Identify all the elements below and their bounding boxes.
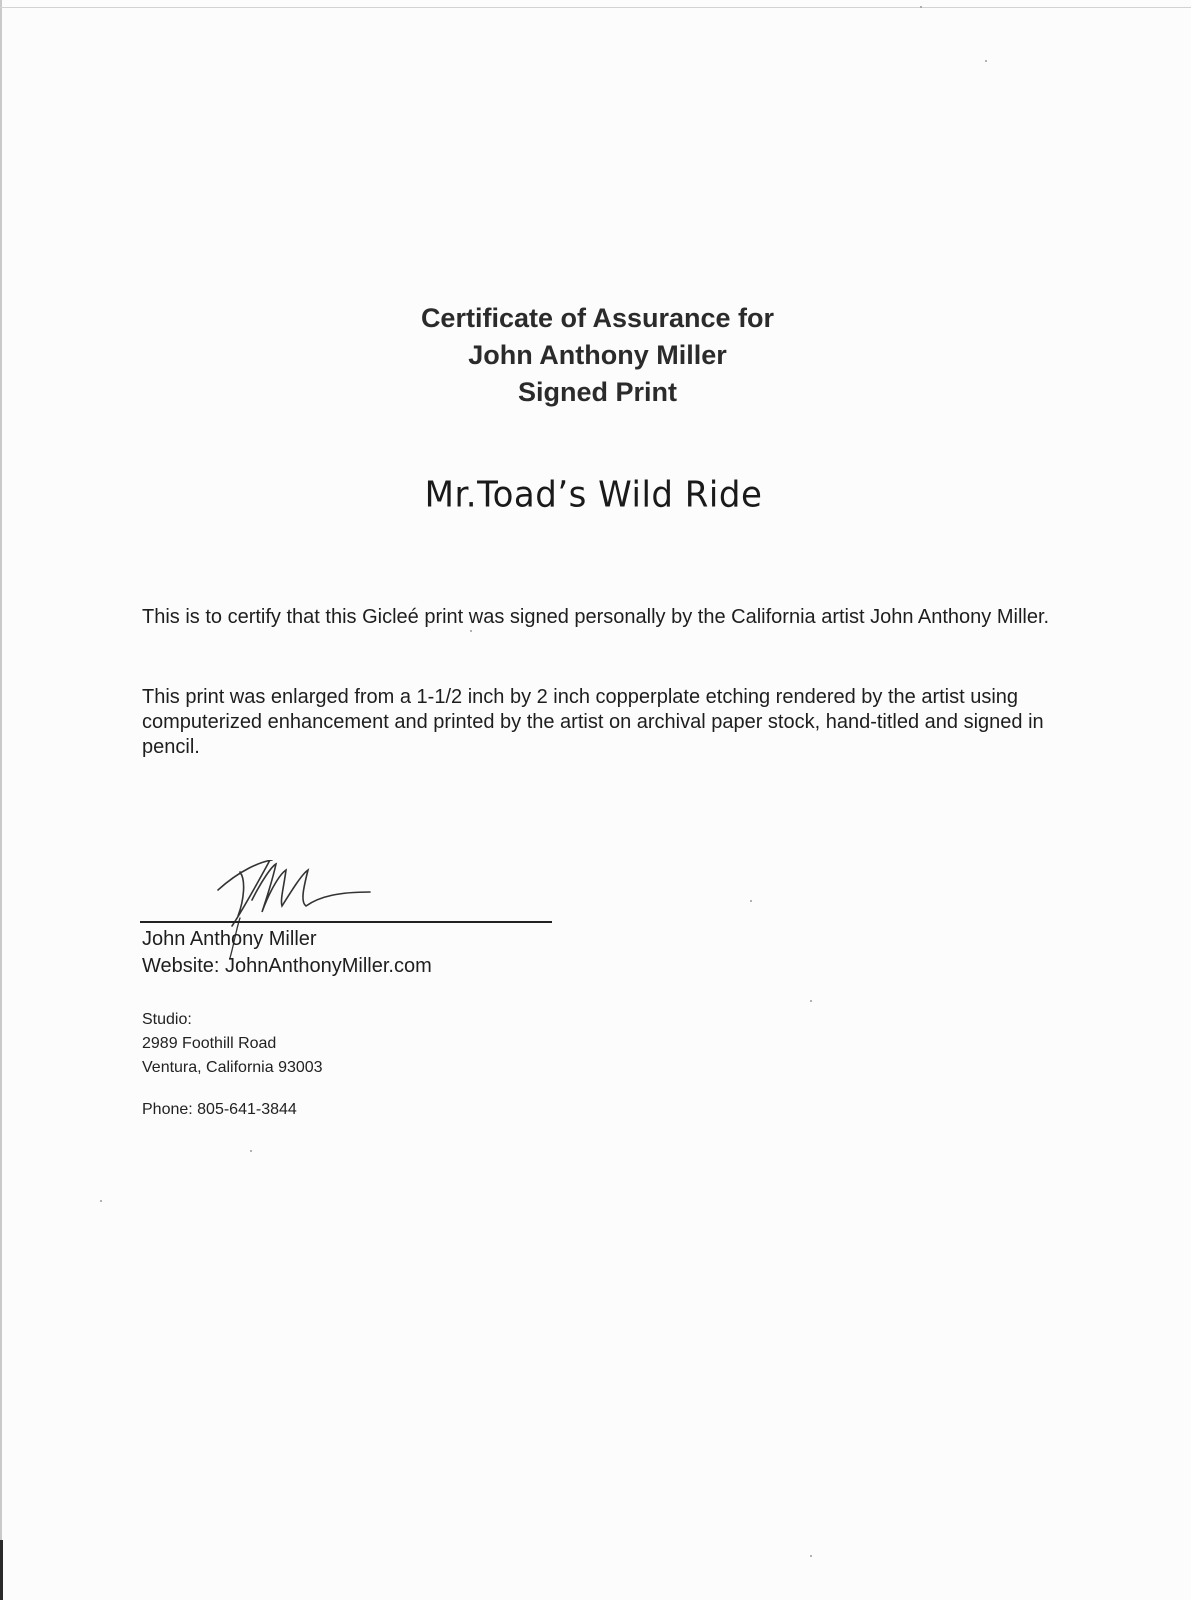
artwork-title: [0, 474, 1191, 516]
studio-street: 2989 Foothill Road: [142, 1035, 277, 1052]
heading-line-2: John Anthony Miller: [468, 340, 727, 370]
scan-speck: [100, 1200, 102, 1202]
artwork-title-text: Mr.Toad’s Wild Ride: [424, 474, 763, 516]
scan-edge-top: [0, 7, 1191, 8]
heading-line-1: Certificate of Assurance for: [420, 303, 775, 333]
studio-address: [142, 1008, 323, 1080]
scan-edge-mark: [0, 1540, 3, 1600]
scan-speck: [470, 630, 472, 632]
scan-speck: [250, 1150, 252, 1152]
studio-label: Studio:: [142, 1011, 192, 1028]
artist-website: Website: JohnAnthonyMiller.com: [142, 955, 432, 977]
heading-line-3: Signed Print: [517, 377, 677, 407]
scan-speck: [810, 1555, 812, 1557]
scan-speck: [810, 1000, 812, 1002]
print-details-paragraph: This print was enlarged from a 1-1/2 inch by 2 inch copperplate etching rendered by the artist using computerized enhancement and printed by the artist on archival paper stock, hand-titled and signed in pencil.: [142, 686, 1044, 758]
scan-speck: [750, 900, 752, 902]
studio-city: Ventura, California 93003: [142, 1059, 323, 1076]
scan-speck: [920, 6, 922, 8]
certificate-heading: [0, 300, 1191, 411]
signature-line: [140, 921, 552, 923]
scan-speck: [985, 60, 987, 62]
phone-number: Phone: 805-641-3844: [142, 1101, 297, 1118]
certification-paragraph: This is to certify that this Gicleé print was signed personally by the California artist John Anthony Miller.: [142, 606, 1050, 628]
artist-name: John Anthony Miller: [142, 928, 317, 950]
scan-edge-left: [0, 0, 2, 1600]
